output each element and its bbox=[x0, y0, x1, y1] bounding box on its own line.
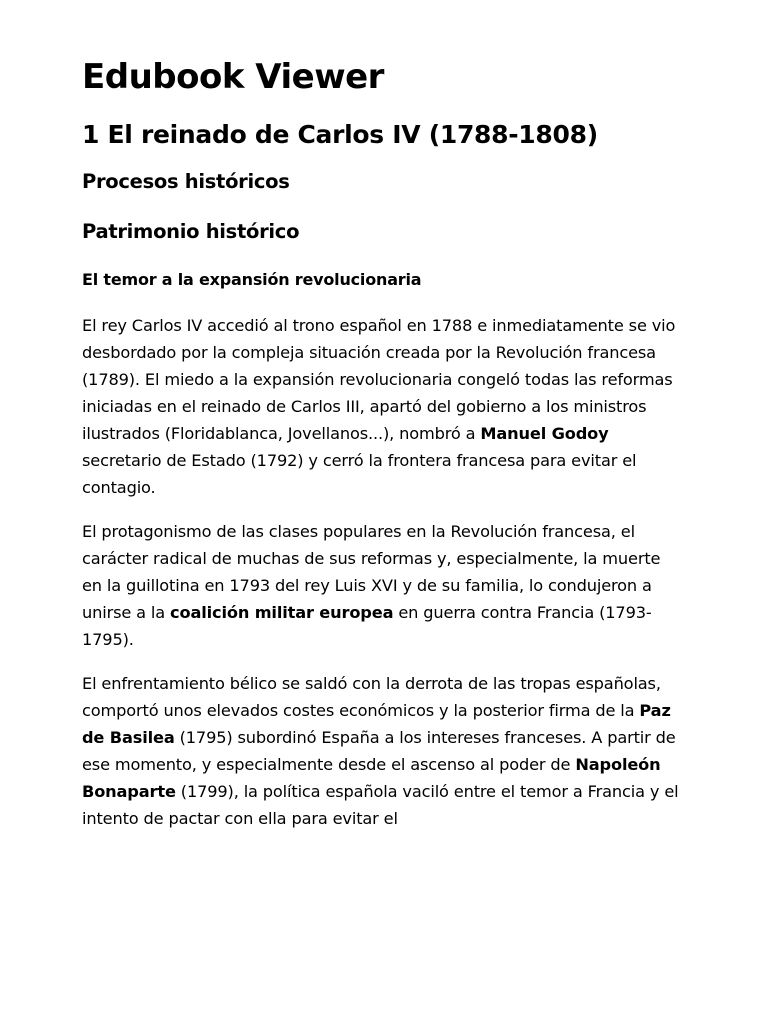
paragraph-text: El enfrentamiento bélico se saldó con la derrota de las tropas españolas, comportó unos elevados costes económicos y la posterior firma de la bbox=[82, 674, 661, 720]
section-heading-procesos: Procesos históricos bbox=[82, 170, 290, 193]
app-title: Edubook Viewer bbox=[82, 57, 384, 97]
bold-term: Napoleón Bonaparte bbox=[82, 755, 661, 801]
article-body bbox=[82, 312, 682, 832]
chapter-title: 1 El reinado de Carlos IV (1788-1808) bbox=[82, 120, 598, 149]
paragraph-text: El protagonismo de las clases populares en la Revolución francesa, el carácter radical de muchas de sus reformas y, especialmente, la muerte en la guillotina en 1793 del rey Luis XVI y de su familia, lo condujeron a unirse a la bbox=[82, 522, 661, 622]
paragraph bbox=[82, 518, 682, 653]
section-heading-patrimonio: Patrimonio histórico bbox=[82, 220, 300, 243]
paragraph bbox=[82, 312, 682, 501]
document-page bbox=[82, 52, 682, 832]
paragraph-text: (1795) subordinó España a los intereses franceses. A partir de ese momento, y especialmente desde el ascenso al poder de bbox=[82, 728, 676, 774]
paragraph-text: El rey Carlos IV accedió al trono español en 1788 e inmediatamente se vio desbordado por la compleja situación creada por la Revolución francesa (1789). El miedo a la expansión revolucionaria congeló todas las reformas iniciadas en el reinado de Carlos III, apartó del gobierno a los ministros ilustrados (Floridablanca, Jovellanos...), nombró a bbox=[82, 316, 676, 443]
bold-term: coalición militar europea bbox=[170, 603, 394, 622]
bold-term: Paz de Basilea bbox=[82, 701, 671, 747]
paragraph-text: en guerra contra Francia (1793-1795). bbox=[82, 603, 652, 649]
paragraph-text: (1799), la política española vaciló entre el temor a Francia y el intento de pactar con ella para evitar el bbox=[82, 782, 679, 828]
article-heading: El temor a la expansión revolucionaria bbox=[82, 270, 422, 289]
paragraph bbox=[82, 670, 682, 832]
paragraph-text: secretario de Estado (1792) y cerró la frontera francesa para evitar el contagio. bbox=[82, 451, 637, 497]
bold-term: Manuel Godoy bbox=[480, 424, 609, 443]
